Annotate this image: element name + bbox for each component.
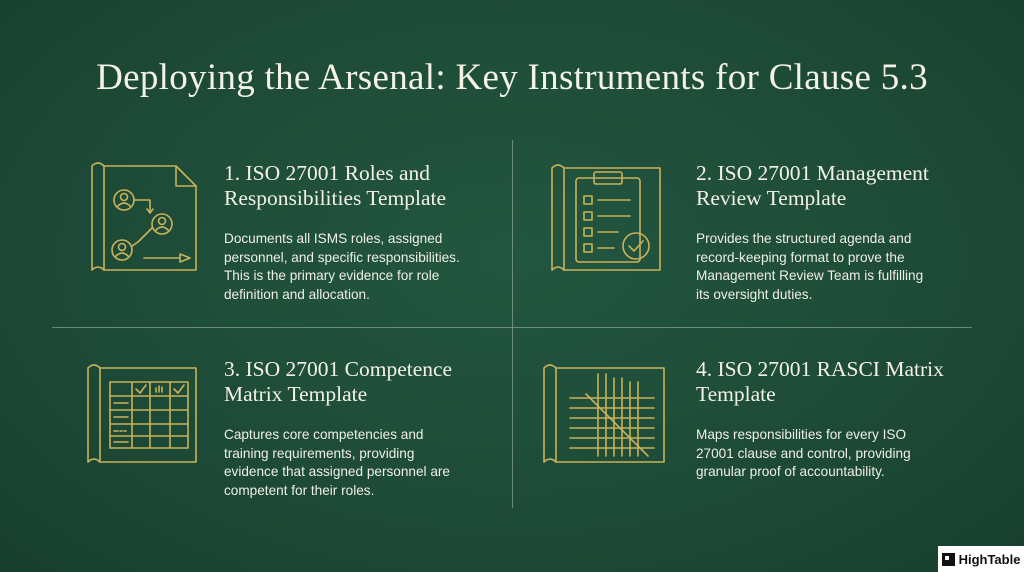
- page-title: Deploying the Arsenal: Key Instruments for Clause 5.3: [96, 57, 928, 98]
- card-title: 1. ISO 27001 Roles and Responsibilities Template: [224, 161, 447, 210]
- card-description: Provides the structured agenda and record-keeping format to prove the Management Review Team is fulfilling its oversight duties.: [696, 231, 924, 302]
- rasci-grid-icon: [540, 354, 670, 474]
- card-description: Captures core competencies and training requirements, providing evidence that assigned personnel are competent for their roles.: [224, 427, 450, 498]
- hightable-logo-icon: [942, 553, 955, 566]
- card-rasci-matrix: [540, 354, 970, 514]
- roles-document-icon: [84, 158, 204, 278]
- vertical-divider: [512, 140, 513, 508]
- card-title: 4. ISO 27001 RASCI Matrix Template: [696, 357, 944, 406]
- hightable-logo: HighTable: [938, 546, 1024, 572]
- horizontal-divider: [52, 327, 972, 328]
- card-title: 2. ISO 27001 Management Review Template: [696, 161, 929, 210]
- card-roles-responsibilities: [84, 158, 504, 318]
- card-management-review: [548, 158, 968, 318]
- card-title: 3. ISO 27001 Competence Matrix Template: [224, 357, 453, 406]
- card-description: Documents all ISMS roles, assigned personnel, and specific responsibilities. This is the primary evidence for role definition and allocation.: [224, 231, 460, 302]
- card-competence-matrix: [84, 354, 504, 514]
- card-description: Maps responsibilities for every ISO 27001 clause and control, providing granular proof of accountability.: [696, 427, 911, 479]
- clipboard-checklist-icon: [548, 158, 668, 278]
- competence-matrix-icon: [84, 354, 204, 474]
